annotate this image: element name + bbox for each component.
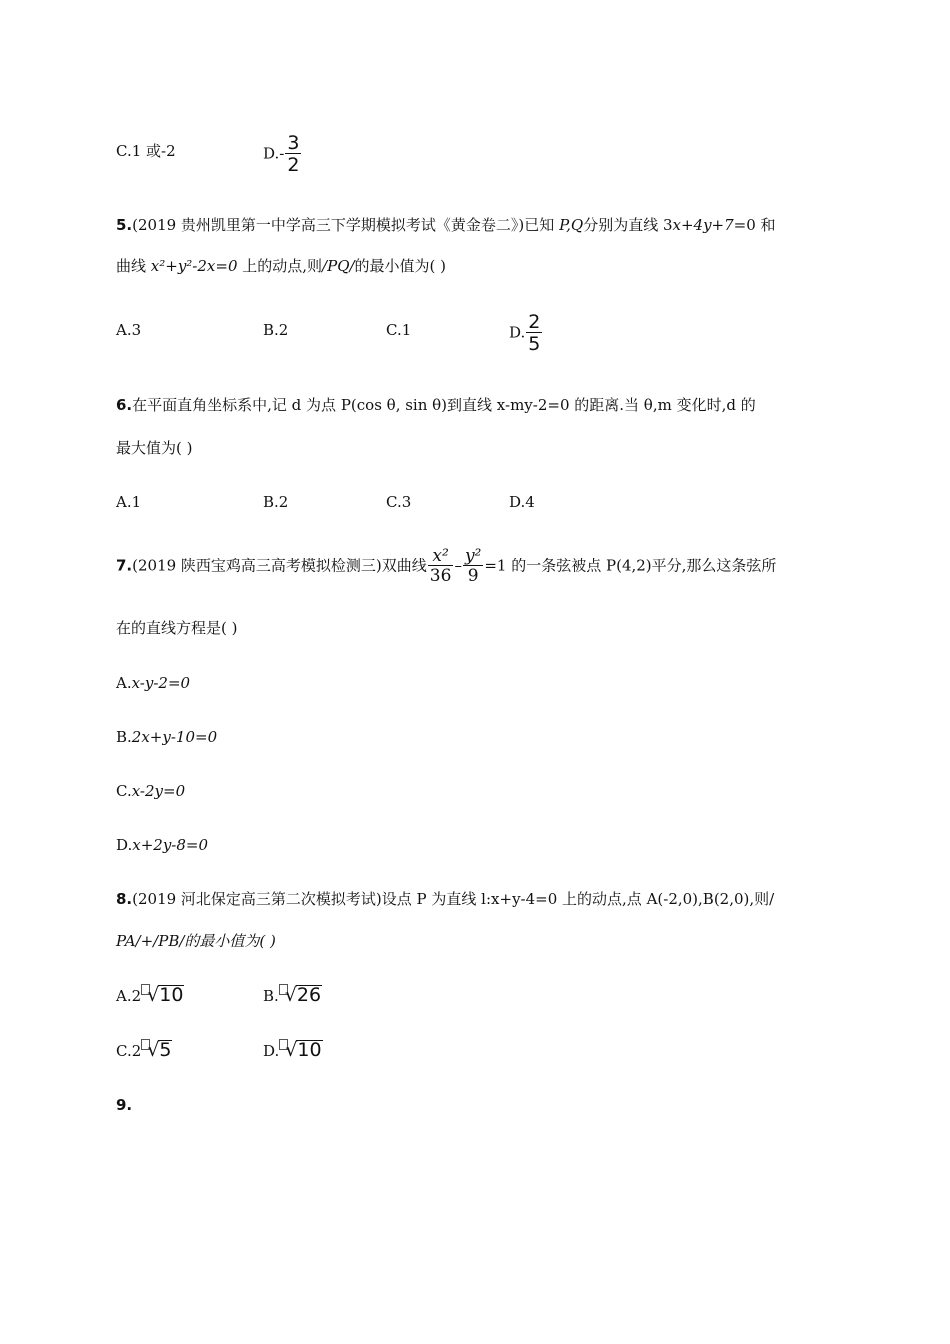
question-text: 最大值为( ) (116, 439, 193, 457)
coefficient: 2 (131, 987, 142, 1005)
question-number: 6. (116, 396, 133, 414)
option-label: D. (509, 493, 526, 511)
option-label: D. (509, 323, 526, 342)
fraction-y (463, 548, 483, 585)
q8-line2 (116, 934, 276, 949)
q7-option-b (116, 730, 217, 745)
question-text: (2019 河北保定高三第二次模拟考试)设点 P 为直线 l:x+y-4=0 上的动点,点 A(-2,0),B(2,0),则/ (132, 890, 775, 908)
numerator: y² (464, 546, 482, 566)
fraction-x (428, 548, 454, 585)
minus-sign: – (454, 556, 462, 575)
math-expression: x²+y²-2x=0 (150, 257, 238, 275)
q7-option-a (116, 676, 190, 691)
numerator: 2 (528, 311, 541, 333)
question-text: =0 和 (733, 216, 776, 234)
option-text: 2 (278, 493, 289, 511)
question-text: 上的动点,则 (237, 257, 323, 275)
fraction (526, 313, 542, 354)
question-text: (2019 陕西宝鸡高三高考模拟检测三)双曲线 (132, 556, 427, 575)
question-number: 5. (116, 216, 133, 234)
denominator: 9 (463, 565, 483, 585)
option-text: 1 或-2 (131, 142, 176, 160)
option-text: 3 (401, 493, 412, 511)
option-label: D. (263, 144, 280, 163)
radicand: 5 (159, 1039, 172, 1061)
radicand: 10 (297, 1039, 322, 1061)
option-label: A. (116, 321, 132, 339)
q8-option-c (116, 1039, 172, 1060)
q8-option-d (263, 1039, 323, 1060)
q5-option-a (116, 323, 141, 338)
q7-option-d (116, 838, 208, 853)
q6-line1 (116, 398, 756, 413)
q8-option-a (116, 984, 184, 1005)
option-label: D. (263, 1042, 280, 1060)
numerator: x² (432, 546, 449, 566)
option-label: A. (116, 987, 132, 1005)
option-label: B. (263, 987, 279, 1005)
radicand: 26 (296, 984, 322, 1006)
q7-line1 (116, 548, 776, 585)
math-expression: x+4y+7 (672, 216, 734, 234)
q4-option-c (116, 144, 176, 159)
option-text: 2 (278, 321, 289, 339)
question-text: 分别为直线 3 (583, 216, 673, 234)
fraction (285, 134, 301, 175)
question-text: PA/+/PB/的最小值为( ) (116, 932, 276, 950)
q5-option-c (386, 323, 411, 338)
q5-option-b (263, 323, 288, 338)
q6-option-d (509, 495, 535, 510)
q4-option-d (263, 134, 302, 175)
q6-option-b (263, 495, 288, 510)
q6-line2 (116, 441, 192, 456)
question-text: 在平面直角坐标系中,记 d 为点 P(cos θ, sin θ)到直线 x-my-2=0 的距离.当 θ,m 变化时,d 的 (132, 396, 756, 414)
q7-option-c (116, 784, 185, 799)
question-text: 的最小值为( ) (354, 257, 447, 275)
option-text: x+2y-8=0 (132, 836, 209, 854)
option-text: 4 (525, 493, 535, 511)
option-text: 2x+y-10=0 (131, 728, 218, 746)
question-number: 7. (116, 556, 133, 575)
option-label: C. (116, 782, 132, 800)
math-vars: P,Q (559, 216, 584, 234)
denominator: 5 (528, 333, 541, 355)
option-text: 1 (131, 493, 142, 511)
denominator: 36 (429, 566, 452, 586)
question-number: 9. (116, 1096, 133, 1114)
question-text: (2019 贵州凯里第一中学高三下学期模拟考试《黄金卷二》)已知 (132, 216, 560, 234)
q8-line1 (116, 892, 774, 907)
q5-option-d (509, 313, 543, 354)
sqrt-icon: √10 (285, 1039, 322, 1061)
option-text: 1 (401, 321, 412, 339)
option-label: B. (116, 728, 132, 746)
option-label: D. (116, 836, 133, 854)
option-label: C. (386, 493, 402, 511)
coefficient: 2 (131, 1042, 142, 1060)
q8-option-b (263, 984, 322, 1005)
q7-line2 (116, 621, 237, 636)
q9-line1 (116, 1098, 132, 1113)
question-number: 8. (116, 890, 133, 908)
denominator: 2 (287, 154, 300, 176)
question-text: 在的直线方程是( ) (116, 619, 238, 637)
radicand: 10 (159, 984, 184, 1006)
option-label: C. (386, 321, 402, 339)
option-sign: - (279, 144, 285, 163)
option-text: x-2y=0 (131, 782, 186, 800)
q5-line1 (116, 218, 776, 233)
option-label: B. (263, 321, 279, 339)
q5-line2 (116, 259, 446, 274)
sqrt-icon: √10 (147, 984, 184, 1006)
q6-option-c (386, 495, 411, 510)
option-label: C. (116, 142, 132, 160)
question-text: =1 的一条弦被点 P(4,2)平分,那么这条弦所 (484, 556, 777, 575)
option-text: 3 (131, 321, 142, 339)
option-text: x-y-2=0 (131, 674, 191, 692)
option-label: C. (116, 1042, 132, 1060)
option-label: A. (116, 674, 132, 692)
question-text: 曲线 (116, 257, 151, 275)
math-expression: /PQ/ (322, 257, 355, 275)
option-label: A. (116, 493, 132, 511)
numerator: 3 (287, 132, 300, 154)
sqrt-icon: √26 (284, 984, 322, 1006)
sqrt-icon: √5 (147, 1039, 172, 1061)
option-label: B. (263, 493, 279, 511)
q6-option-a (116, 495, 141, 510)
